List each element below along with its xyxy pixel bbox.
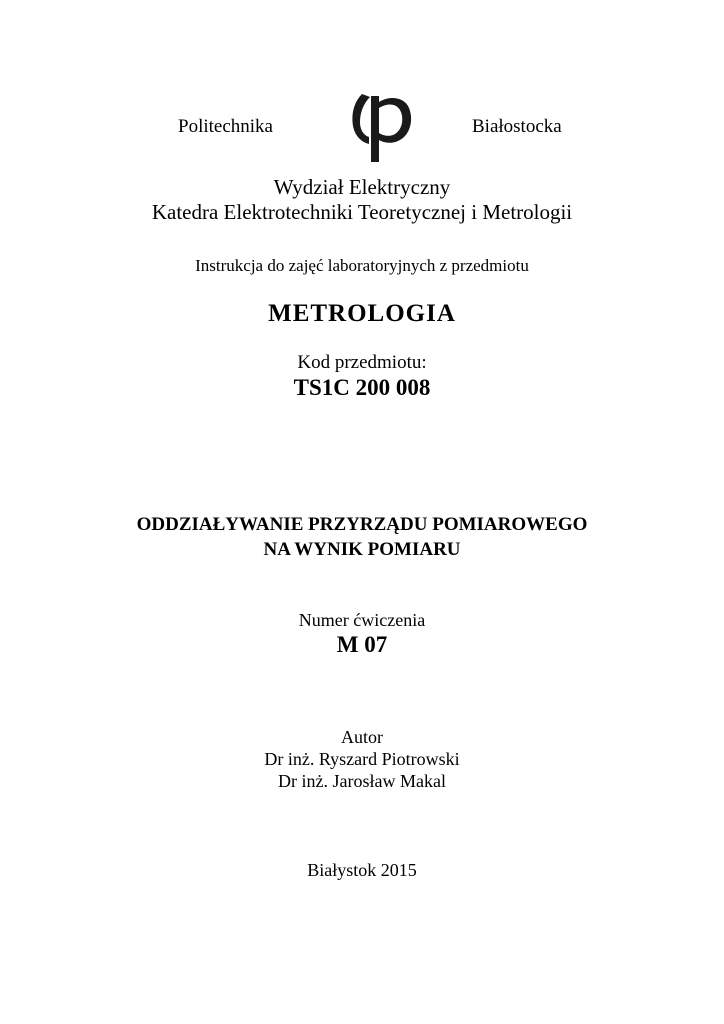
exercise-title-line-2: NA WYNIK POMIARU — [263, 539, 461, 560]
author-name-1: Dr inż. Ryszard Piotrowski — [264, 749, 460, 769]
faculty-name: Wydział Elektryczny — [273, 175, 451, 199]
exercise-number-label: Numer ćwiczenia — [298, 610, 426, 630]
exercise-number-value: M 07 — [336, 632, 388, 657]
instruction-text: Instrukcja do zajęć laboratoryjnych z przedmiotu — [195, 256, 529, 275]
pb-logo-icon — [348, 88, 414, 162]
course-code-label: Kod przedmiotu: — [297, 352, 427, 373]
subject-title: METROLOGIA — [268, 300, 456, 327]
place-and-date: Białystok 2015 — [307, 860, 417, 880]
exercise-title-line-1: ODDZIAŁYWANIE PRZYRZĄDU POMIAROWEGO — [136, 514, 588, 535]
university-name-right: Białostocka — [472, 116, 562, 137]
course-code-value: TS1C 200 008 — [293, 375, 431, 400]
author-label: Autor — [341, 727, 383, 747]
university-name-left: Politechnika — [178, 116, 273, 137]
department-name: Katedra Elektrotechniki Teoretycznej i Metrologii — [151, 200, 573, 224]
author-name-2: Dr inż. Jarosław Makal — [278, 771, 446, 791]
